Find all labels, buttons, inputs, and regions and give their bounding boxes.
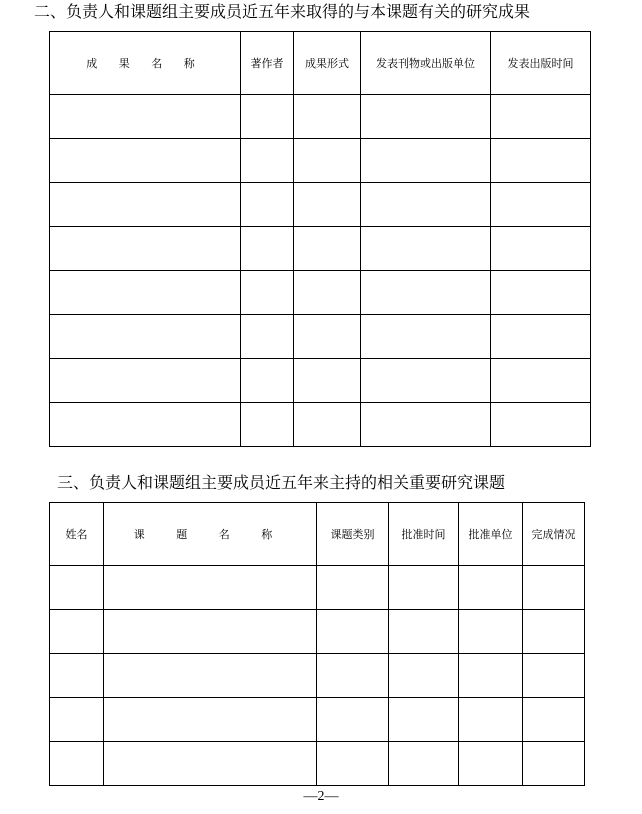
table-cell[interactable] bbox=[389, 566, 459, 610]
section-title-projects: 三、负责人和课题组主要成员近五年来主持的相关重要研究课题 bbox=[57, 473, 506, 492]
table-cell[interactable] bbox=[50, 566, 104, 610]
table-cell[interactable] bbox=[241, 95, 294, 139]
table-cell[interactable] bbox=[50, 698, 104, 742]
column-header-approving-unit: 批准单位 bbox=[459, 503, 523, 566]
table-cell[interactable] bbox=[104, 742, 317, 786]
table-cell[interactable] bbox=[317, 566, 389, 610]
column-header-output-form: 成果形式 bbox=[294, 32, 361, 95]
column-header-project-category: 课题类别 bbox=[317, 503, 389, 566]
table-cell[interactable] bbox=[361, 271, 491, 315]
table-cell[interactable] bbox=[317, 742, 389, 786]
table-cell[interactable] bbox=[491, 403, 591, 447]
table-cell[interactable] bbox=[389, 698, 459, 742]
section-title-outputs: 二、负责人和课题组主要成员近五年来取得的与本课题有关的研究成果 bbox=[34, 2, 531, 21]
table-row bbox=[50, 610, 585, 654]
table-cell[interactable] bbox=[389, 654, 459, 698]
table-cell[interactable] bbox=[241, 315, 294, 359]
table-cell[interactable] bbox=[459, 654, 523, 698]
table-cell[interactable] bbox=[389, 742, 459, 786]
table-cell[interactable] bbox=[361, 95, 491, 139]
table-cell[interactable] bbox=[361, 359, 491, 403]
table-cell[interactable] bbox=[523, 742, 585, 786]
table-cell[interactable] bbox=[294, 183, 361, 227]
table-header-row bbox=[50, 32, 591, 95]
table-cell[interactable] bbox=[50, 227, 241, 271]
table-row bbox=[50, 566, 585, 610]
table-cell[interactable] bbox=[523, 698, 585, 742]
table-cell[interactable] bbox=[50, 95, 241, 139]
table-cell[interactable] bbox=[523, 566, 585, 610]
table-header-row bbox=[50, 503, 585, 566]
table-cell[interactable] bbox=[459, 742, 523, 786]
table-cell[interactable] bbox=[50, 742, 104, 786]
table-cell[interactable] bbox=[361, 403, 491, 447]
table-row bbox=[50, 183, 591, 227]
table-cell[interactable] bbox=[50, 271, 241, 315]
table-cell[interactable] bbox=[50, 139, 241, 183]
table-cell[interactable] bbox=[523, 610, 585, 654]
table-cell[interactable] bbox=[491, 359, 591, 403]
table-row bbox=[50, 139, 591, 183]
column-header-publish-date: 发表出版时间 bbox=[491, 32, 591, 95]
table-cell[interactable] bbox=[361, 139, 491, 183]
column-header-author: 著作者 bbox=[241, 32, 294, 95]
table-cell[interactable] bbox=[491, 315, 591, 359]
page-number: —2— bbox=[303, 789, 339, 804]
table-cell[interactable] bbox=[294, 315, 361, 359]
table-cell[interactable] bbox=[241, 403, 294, 447]
table-cell[interactable] bbox=[294, 359, 361, 403]
column-header-publisher: 发表刊物或出版单位 bbox=[361, 32, 491, 95]
table-cell[interactable] bbox=[104, 654, 317, 698]
table-cell[interactable] bbox=[361, 315, 491, 359]
table-cell[interactable] bbox=[294, 403, 361, 447]
table-row bbox=[50, 742, 585, 786]
table-cell[interactable] bbox=[50, 654, 104, 698]
column-header-approval-date: 批准时间 bbox=[389, 503, 459, 566]
table-row bbox=[50, 271, 591, 315]
column-header-name: 姓名 bbox=[50, 503, 104, 566]
table-cell[interactable] bbox=[104, 566, 317, 610]
table-cell[interactable] bbox=[459, 610, 523, 654]
table-cell[interactable] bbox=[241, 271, 294, 315]
table-cell[interactable] bbox=[104, 610, 317, 654]
table-cell[interactable] bbox=[317, 610, 389, 654]
table-cell[interactable] bbox=[459, 566, 523, 610]
table-cell[interactable] bbox=[317, 654, 389, 698]
table-cell[interactable] bbox=[50, 183, 241, 227]
table-cell[interactable] bbox=[294, 227, 361, 271]
table-cell[interactable] bbox=[491, 139, 591, 183]
table-cell[interactable] bbox=[389, 610, 459, 654]
table-cell[interactable] bbox=[104, 698, 317, 742]
table-row bbox=[50, 227, 591, 271]
table-row bbox=[50, 315, 591, 359]
column-header-project-title: 课 题 名 称 bbox=[104, 503, 317, 566]
table-cell[interactable] bbox=[459, 698, 523, 742]
table-row bbox=[50, 698, 585, 742]
column-header-completion-status: 完成情况 bbox=[523, 503, 585, 566]
table-cell[interactable] bbox=[491, 95, 591, 139]
table-cell[interactable] bbox=[361, 227, 491, 271]
table-cell[interactable] bbox=[491, 271, 591, 315]
table-cell[interactable] bbox=[294, 139, 361, 183]
table-row bbox=[50, 654, 585, 698]
column-header-output-name: 成 果 名 称 bbox=[50, 32, 241, 95]
table-cell[interactable] bbox=[294, 95, 361, 139]
table-cell[interactable] bbox=[317, 698, 389, 742]
table-cell[interactable] bbox=[491, 227, 591, 271]
table-row bbox=[50, 95, 591, 139]
table-cell[interactable] bbox=[241, 227, 294, 271]
table-row bbox=[50, 403, 591, 447]
table-cell[interactable] bbox=[241, 183, 294, 227]
table-cell[interactable] bbox=[241, 139, 294, 183]
table-cell[interactable] bbox=[241, 359, 294, 403]
table-cell[interactable] bbox=[361, 183, 491, 227]
research-outputs-table bbox=[49, 31, 591, 447]
table-cell[interactable] bbox=[50, 403, 241, 447]
table-cell[interactable] bbox=[50, 610, 104, 654]
table-row bbox=[50, 359, 591, 403]
table-cell[interactable] bbox=[50, 359, 241, 403]
table-cell[interactable] bbox=[523, 654, 585, 698]
research-projects-table bbox=[49, 502, 585, 786]
table-cell[interactable] bbox=[491, 183, 591, 227]
table-cell[interactable] bbox=[294, 271, 361, 315]
table-cell[interactable] bbox=[50, 315, 241, 359]
